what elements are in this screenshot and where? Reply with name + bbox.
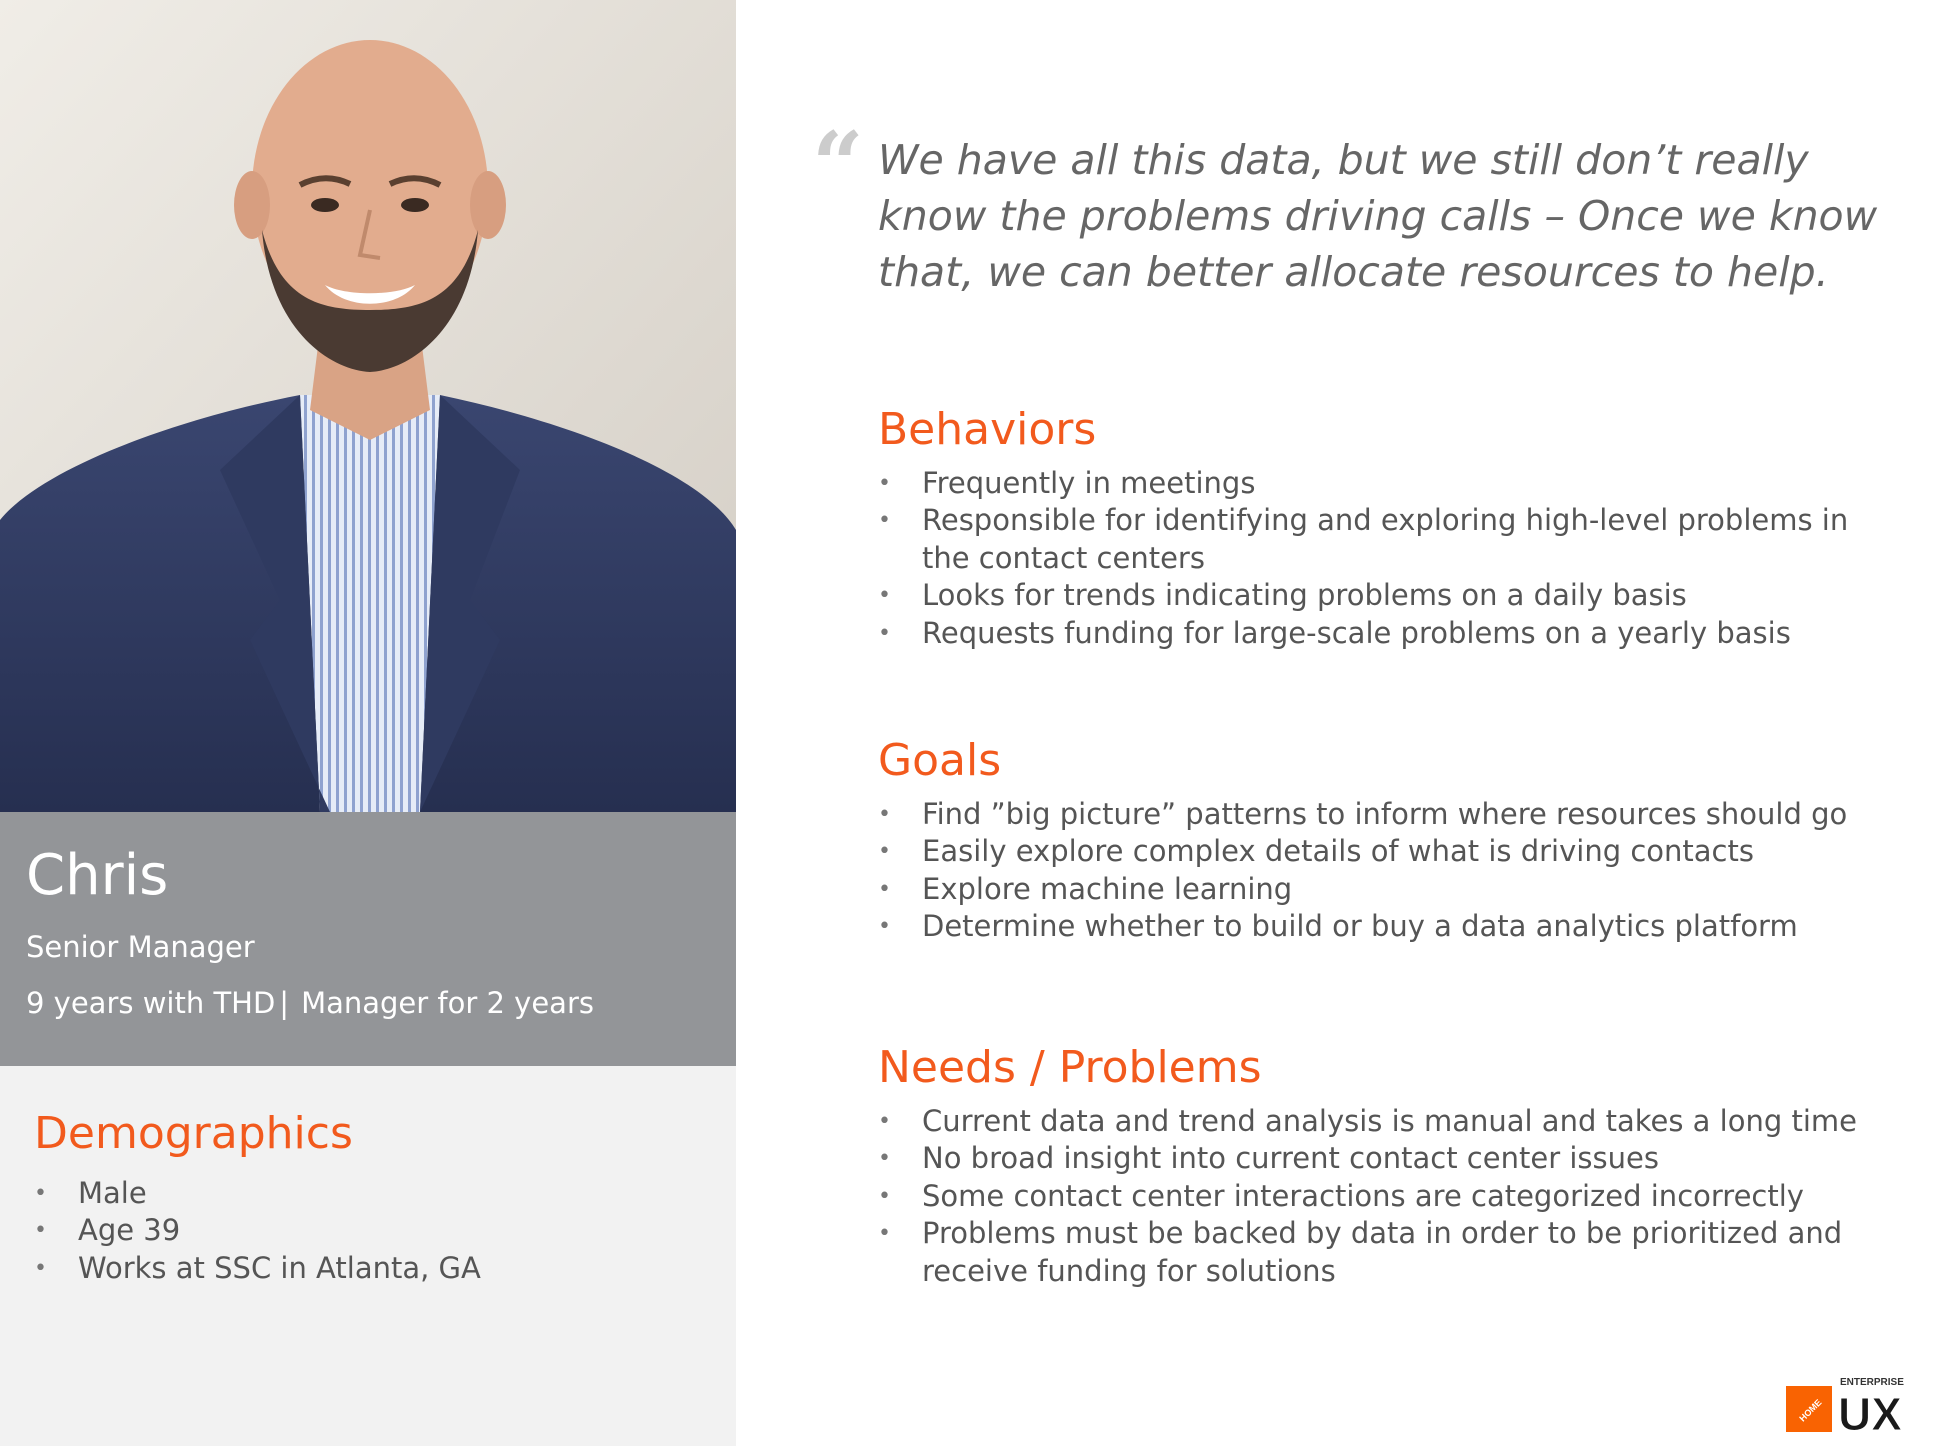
svg-text:UX: UX: [1838, 1388, 1902, 1432]
persona-role: Senior Manager: [26, 930, 255, 964]
svg-text:ENTERPRISE: ENTERPRISE: [1840, 1377, 1904, 1388]
goals-item: • Determine whether to build or buy a data analytics platform: [878, 908, 1888, 946]
tenure-company: 9 years with THD: [26, 986, 276, 1020]
tenure-separator: |: [279, 986, 290, 1020]
behaviors-item: • Looks for trends indicating problems on a daily basis: [878, 577, 1888, 615]
demographics-item: • Male: [34, 1175, 714, 1213]
demographics-item: • Age 39: [34, 1212, 714, 1250]
behaviors-item: • Requests funding for large-scale problems on a yearly basis: [878, 615, 1888, 653]
persona-name: Chris: [26, 843, 169, 908]
quote-mark-icon: “: [812, 112, 864, 218]
goals-item: • Find ”big picture” patterns to inform where resources should go: [878, 796, 1888, 834]
goals-item: • Easily explore complex details of what is driving contacts: [878, 833, 1888, 871]
needs-item: • Problems must be backed by data in order to be prioritized and receive funding for solutions: [878, 1215, 1888, 1290]
demographics-list: [34, 1175, 714, 1288]
needs-list: [878, 1103, 1888, 1291]
demographics-section: [34, 1108, 714, 1287]
demographics-heading: Demographics: [34, 1108, 353, 1159]
behaviors-item: • Responsible for identifying and exploring high-level problems in the contact centers: [878, 502, 1888, 577]
behaviors-list: [878, 465, 1888, 653]
behaviors-section: [878, 404, 1888, 652]
demographics-item: • Works at SSC in Atlanta, GA: [34, 1250, 714, 1288]
goals-list: [878, 796, 1888, 946]
tenure-role: Manager for 2 years: [301, 986, 594, 1020]
needs-item: • Current data and trend analysis is manual and takes a long time: [878, 1103, 1888, 1141]
behaviors-item: • Frequently in meetings: [878, 465, 1888, 503]
needs-heading: Needs / Problems: [878, 1042, 1262, 1093]
persona-tenure: [26, 986, 594, 1021]
goals-item: • Explore machine learning: [878, 871, 1888, 909]
persona-photo: [0, 0, 736, 812]
goals-section: [878, 735, 1888, 946]
persona-name-panel: [0, 812, 736, 1066]
needs-item: • Some contact center interactions are categorized incorrectly: [878, 1178, 1888, 1216]
enterprise-ux-logo: [1786, 1374, 1926, 1432]
persona-sidebar: [0, 0, 736, 1446]
goals-heading: Goals: [878, 735, 1002, 786]
needs-item: • No broad insight into current contact center issues: [878, 1140, 1888, 1178]
persona-quote: We have all this data, but we still don’t really know the problems driving calls – Once we know that, we can better allocate resources to help.: [878, 136, 1878, 296]
home-depot-badge-icon: [1786, 1386, 1832, 1432]
needs-section: [878, 1042, 1888, 1290]
behaviors-heading: Behaviors: [878, 404, 1097, 455]
svg-text:HOME: HOME: [1797, 1397, 1824, 1424]
